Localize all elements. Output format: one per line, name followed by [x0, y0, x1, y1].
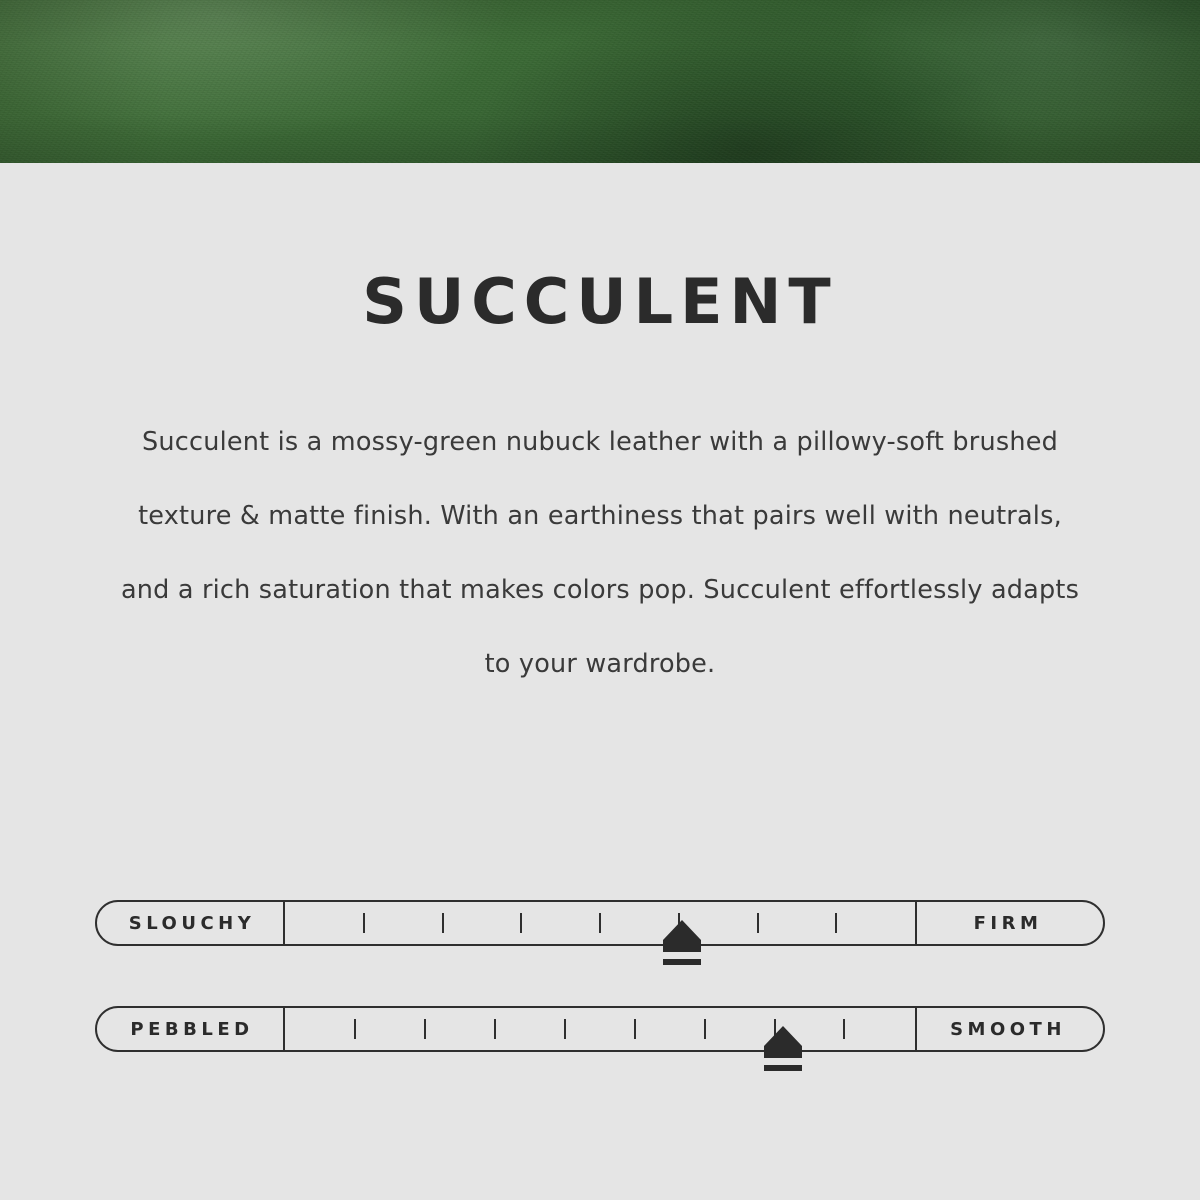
scale-right-label: SMOOTH	[915, 1008, 1103, 1050]
scale-tick	[757, 913, 759, 933]
scale-tick	[354, 1019, 356, 1039]
page-title: SUCCULENT	[362, 265, 838, 338]
marker-body	[663, 940, 701, 952]
scale-left-label: PEBBLED	[97, 1008, 285, 1050]
leather-swatch-succulent	[0, 0, 1200, 163]
attribute-scales	[0, 900, 1200, 1112]
marker-foot	[663, 959, 701, 965]
scale-structure	[95, 900, 1105, 946]
scale-tick	[634, 1019, 636, 1039]
scale-texture	[95, 1006, 1105, 1052]
scale-tick	[843, 1019, 845, 1039]
scale-marker-structure	[663, 923, 701, 965]
scale-midsection	[285, 902, 915, 944]
scale-track	[95, 900, 1105, 946]
scale-tick	[564, 1019, 566, 1039]
swatch-vignette	[0, 0, 1200, 163]
scale-tick	[704, 1019, 706, 1039]
color-description: Succulent is a mossy-green nubuck leather with a pillowy-soft brushed texture & matte finish. With an earthiness that pairs well with neutrals, and a rich saturation that makes colors pop. Succulent effortlessly adapts to your wardrobe.	[120, 427, 1080, 679]
scale-tick	[599, 913, 601, 933]
content-area	[0, 163, 1200, 701]
scale-tick	[520, 913, 522, 933]
scale-tick	[494, 1019, 496, 1039]
scale-track	[95, 1006, 1105, 1052]
marker-head-icon	[663, 920, 701, 940]
scale-left-label: SLOUCHY	[97, 902, 285, 944]
scale-marker-texture	[764, 1029, 802, 1071]
marker-head-icon	[764, 1026, 802, 1046]
marker-foot	[764, 1065, 802, 1071]
marker-body	[764, 1046, 802, 1058]
scale-tick	[424, 1019, 426, 1039]
scale-tick	[835, 913, 837, 933]
scale-midsection	[285, 1008, 915, 1050]
scale-right-label: FIRM	[915, 902, 1103, 944]
scale-tick	[442, 913, 444, 933]
scale-tick	[363, 913, 365, 933]
